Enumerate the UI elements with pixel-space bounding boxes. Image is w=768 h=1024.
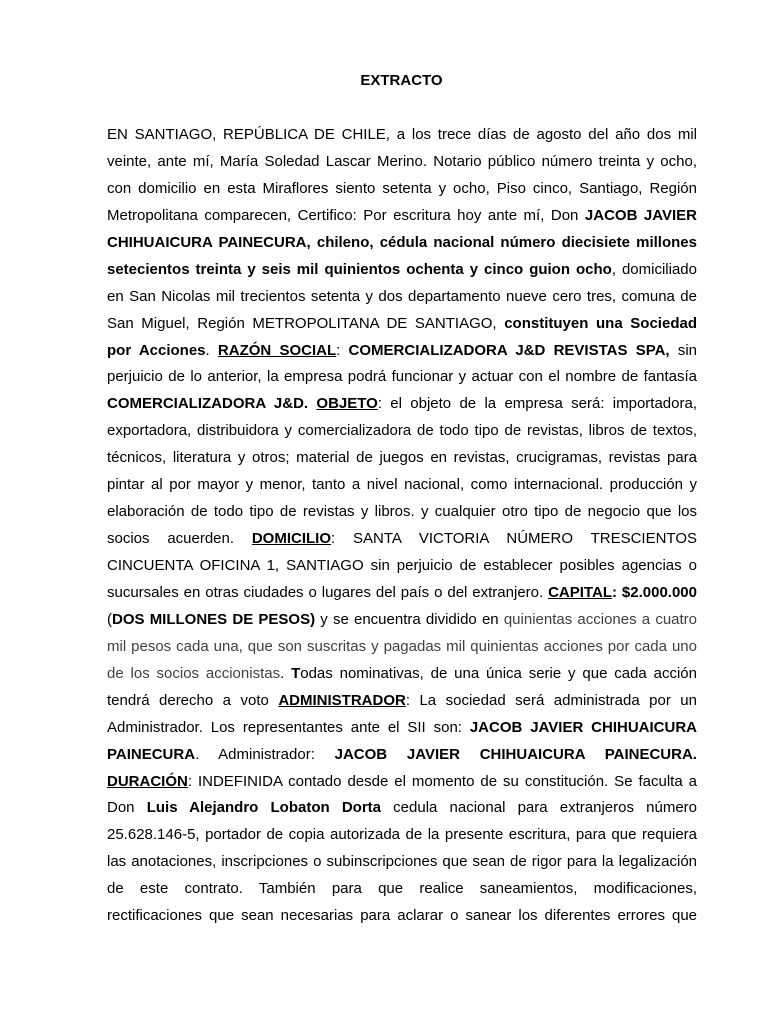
bold-text: COMERCIALIZADORA J&D REVISTAS SPA, xyxy=(348,341,670,359)
text-line xyxy=(107,445,697,472)
text-line xyxy=(107,122,697,149)
text-line xyxy=(107,230,697,257)
text-line xyxy=(107,284,697,311)
bold-text: T xyxy=(291,664,301,682)
text-line xyxy=(107,364,697,391)
text-run: veinte, ante mí, María Soledad Lascar Merino. Notario público número treinta y ocho, xyxy=(107,152,697,170)
bold-text: CHIHUAICURA PAINECURA, chileno, cédula nacional número diecisiete millones xyxy=(107,233,697,251)
bold-text: constituyen una Sociedad xyxy=(504,314,697,332)
text-run: exportadora, distribuidora y comercializadora de todo tipo de revistas, libros de textos, xyxy=(107,422,697,440)
section-heading: DOMICILIO xyxy=(251,530,332,548)
text-line xyxy=(107,822,697,849)
text-line xyxy=(107,634,697,661)
text-run: técnicos, literatura y otros; material de juegos en revistas, crucigramas, revistas para xyxy=(107,449,697,467)
text-run: Don xyxy=(107,799,147,817)
text-run: Administrador. Los representantes ante el SII son: xyxy=(107,718,470,736)
text-run: : xyxy=(336,341,349,359)
text-run: de este contrato. También para que realice saneamientos, modificaciones, xyxy=(107,880,697,898)
text-line xyxy=(107,742,697,769)
text-run: : SANTA VICTORIA NÚMERO TRESCIENTOS xyxy=(331,530,697,548)
bold-text: COMERCIALIZADORA J&D. xyxy=(107,395,317,413)
text-line xyxy=(107,553,697,580)
text-run: sin xyxy=(669,341,698,359)
text-line xyxy=(107,418,697,445)
text-run: : INDEFINIDA contado desde el momento de su constitución. Se faculta a xyxy=(187,772,697,790)
text-run: : el objeto de la empresa será: importadora, xyxy=(377,395,698,413)
section-heading: RAZÓN SOCIAL xyxy=(217,341,337,359)
text-line xyxy=(107,795,697,822)
text-line xyxy=(107,499,697,526)
text-line xyxy=(107,903,697,930)
section-heading: ADMINISTRADOR xyxy=(278,691,406,709)
text-line xyxy=(107,715,697,742)
text-line xyxy=(107,149,697,176)
text-line xyxy=(107,311,697,338)
text-run: sucursales en otras ciudades o lugares del país o del extranjero. xyxy=(107,583,549,601)
text-run: en San Nicolas mil trecientos setenta y dos departamento nueve cero tres, comuna de xyxy=(107,287,697,305)
text-run: y se encuentra dividido en xyxy=(315,610,504,628)
text-run: mil pesos cada una, que son suscritas y pagadas mil quinientas acciones por cada uno xyxy=(107,637,697,655)
text-run: cedula nacional para extranjeros número xyxy=(381,799,698,817)
text-line xyxy=(107,472,697,499)
text-run: San Miguel, Región METROPOLITANA DE SANTIAGO, xyxy=(107,314,505,332)
text-line xyxy=(107,580,697,607)
text-run: rectificaciones que sean necesarias para aclarar o sanear los diferentes errores que xyxy=(107,907,697,925)
text-line xyxy=(107,203,697,230)
text-run: Metropolitana comparecen, Certifico: Por escritura hoy ante mí, Don xyxy=(107,206,585,224)
text-line xyxy=(107,849,697,876)
text-line xyxy=(107,338,697,365)
text-run: 25.628.146-5, portador de copia autorizada de la presente escritura, para que requiera xyxy=(107,826,697,844)
document-title: EXTRACTO xyxy=(360,72,443,89)
text-run: tendrá derecho a voto xyxy=(107,691,279,709)
text-line xyxy=(107,876,697,903)
bold-text: JACOB JAVIER xyxy=(584,206,698,224)
text-run: . xyxy=(280,664,292,682)
bold-text: JACOB JAVIER CHIHUAICURA PAINECURA. xyxy=(334,745,697,763)
text-line xyxy=(107,688,697,715)
bold-text: : $2.000.000 xyxy=(611,583,697,601)
bold-text: PAINECURA xyxy=(107,745,196,763)
text-run: las anotaciones, inscripciones o subinscripciones que sean de rigor para la legalización xyxy=(107,853,697,871)
text-run: CINCUENTA OFICINA 1, SANTIAGO sin perjuicio de establecer posibles agencias o xyxy=(107,557,697,574)
bold-text: JACOB JAVIER CHIHUAICURA xyxy=(469,718,697,736)
text-run: , domiciliado xyxy=(611,260,697,278)
text-run: ( xyxy=(107,610,112,628)
text-run: perjuicio de lo anterior, la empresa podrá funcionar y actuar con el nombre de fantasía xyxy=(107,368,697,386)
text-line xyxy=(107,391,697,418)
bold-text: DOS MILLONES DE PESOS) xyxy=(112,610,316,628)
text-line xyxy=(107,176,697,203)
text-run: pintar al por mayor y menor, tanto a nivel nacional, como internacional. producción y xyxy=(107,476,697,494)
bold-text: Luis Alejandro Lobaton Dorta xyxy=(146,799,381,817)
text-run: con domicilio en esta Miraflores siento setenta y ocho, Piso cinco, Santiago, Región xyxy=(107,179,697,197)
text-run: de los socios accionistas xyxy=(107,664,281,682)
text-line xyxy=(107,526,697,553)
text-run: : La sociedad será administrada por un xyxy=(405,691,697,709)
text-run: EN SANTIAGO, REPÚBLICA DE CHILE, a los trece días de agosto del año dos mil xyxy=(107,126,697,143)
section-heading: CAPITAL xyxy=(548,583,612,601)
text-run: socios acuerden. xyxy=(107,530,252,548)
text-line xyxy=(107,769,697,796)
text-run: . Administrador: xyxy=(195,745,335,763)
text-run: elaboración de todo tipo de revistas y libros. y cualquier otro tipo de negocio que los xyxy=(107,503,697,521)
text-run: . xyxy=(205,341,218,359)
text-line xyxy=(107,607,697,634)
bold-text: por Acciones xyxy=(107,341,206,359)
section-heading: DURACIÓN xyxy=(107,772,188,790)
section-heading: OBJETO xyxy=(316,395,378,413)
document-body xyxy=(107,122,697,930)
text-line xyxy=(107,661,697,688)
text-run: odas nominativas, de una única serie y que cada acción xyxy=(300,664,697,682)
bold-text: setecientos treinta y seis mil quinientos ochenta y cinco guion ocho xyxy=(107,260,612,278)
text-run: quinientas acciones a cuatro xyxy=(503,610,698,628)
text-line xyxy=(107,257,697,284)
